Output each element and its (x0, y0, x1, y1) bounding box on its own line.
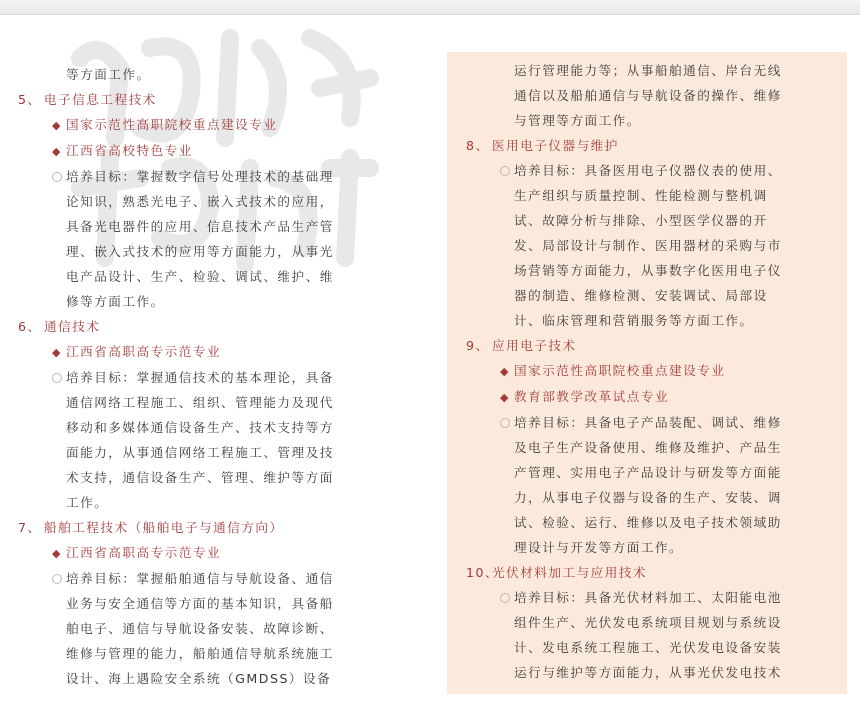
training-goal-line (18, 390, 368, 415)
training-goal-line (466, 460, 836, 485)
training-goal-text: 业务与安全通信等方面的基本知识，具备船 (66, 596, 334, 611)
program-tag (18, 112, 368, 138)
section-number: 8、 (466, 138, 490, 153)
training-goal-text: 移动和多媒体通信设备生产、技术支持等方 (66, 420, 334, 435)
training-goal-line (466, 485, 836, 510)
training-goal-text: 理、嵌入式技术的应用等方面能力，从事光 (66, 244, 334, 259)
left-column (18, 62, 368, 691)
training-goal-text: 理设计与开发等方面工作。 (514, 540, 684, 555)
section-title: 应用电子技术 (492, 338, 577, 353)
training-goal-line (18, 440, 368, 465)
ring-bullet-icon (52, 172, 62, 182)
section-heading (18, 515, 368, 540)
training-goal-line (466, 660, 836, 685)
training-goal-line (18, 289, 368, 314)
training-goal-line (466, 585, 836, 610)
program-tag-text: 国家示范性高职院校重点建设专业 (514, 363, 726, 378)
training-goal-text: 培养目标：掌握船舶通信与导航设备、通信 (66, 571, 334, 586)
training-goal-text: 培养目标：具备电子产品装配、调试、维修 (514, 415, 782, 430)
training-goal-text: 培养目标：掌握数字信号处理技术的基础理 (66, 169, 334, 184)
training-goal-line (466, 233, 836, 258)
diamond-bullet-icon: ◆ (52, 547, 62, 560)
training-goal-line (466, 283, 836, 308)
training-goal-line (18, 415, 368, 440)
training-goal-line (18, 616, 368, 641)
training-goal-text: 设计、海上遇险安全系统（GMDSS）设备 (66, 671, 332, 686)
section-number: 10、 (466, 565, 500, 580)
program-tag-text: 江西省高校特色专业 (66, 143, 193, 158)
ring-bullet-icon (500, 166, 510, 176)
training-goal-line (466, 610, 836, 635)
training-goal-text: 力，从事电子仪器与设备的生产、安装、调 (514, 490, 782, 505)
training-goal-line (466, 158, 836, 183)
ring-bullet-icon (500, 593, 510, 603)
training-goal-line (18, 189, 368, 214)
ring-bullet-icon (52, 574, 62, 584)
training-goal-text: 电产品设计、生产、检验、调试、维护、维 (66, 269, 334, 284)
training-goal-text: 试、故障分析与排除、小型医学仪器的开 (514, 213, 768, 228)
training-goal-line (18, 214, 368, 239)
program-tag-text: 江西省高职高专示范专业 (66, 344, 222, 359)
training-goal-line (466, 535, 836, 560)
ring-bullet-icon (52, 373, 62, 383)
training-goal-text: 论知识，熟悉光电子、嵌入式技术的应用， (66, 194, 334, 209)
program-tag (18, 138, 368, 164)
training-goal-text: 术支持，通信设备生产、管理、维护等方面 (66, 470, 334, 485)
training-goal-line (18, 239, 368, 264)
diamond-bullet-icon: ◆ (500, 391, 510, 404)
training-goal-text: 面能力，从事通信网络工程施工、管理及技 (66, 445, 334, 460)
training-goal-text: 及电子生产设备使用、维修及维护、产品生 (514, 440, 782, 455)
training-goal-text: 通信网络工程施工、组织、管理能力及现代 (66, 395, 334, 410)
continuation-line: 与管理等方面工作。 (514, 113, 641, 128)
section-title: 医用电子仪器与维护 (492, 138, 619, 153)
diamond-bullet-icon: ◆ (500, 365, 510, 378)
training-goal-text: 具备光电器件的应用、信息技术产品生产管 (66, 219, 334, 234)
section-heading (466, 133, 836, 158)
training-goal-text: 产管理、实用电子产品设计与研发等方面能 (514, 465, 782, 480)
continuation-line: 等方面工作。 (66, 67, 151, 82)
training-goal-line (18, 164, 368, 189)
training-goal-text: 修等方面工作。 (66, 294, 165, 309)
section-title: 船舶工程技术（船舶电子与通信方向） (44, 520, 284, 535)
section-heading (18, 314, 368, 339)
program-tag-text: 国家示范性高职院校重点建设专业 (66, 117, 278, 132)
training-goal-line (466, 410, 836, 435)
section-title: 电子信息工程技术 (44, 92, 157, 107)
program-tag (466, 384, 836, 410)
training-goal-text: 器的制造、维修检测、安装调试、局部设 (514, 288, 768, 303)
diamond-bullet-icon: ◆ (52, 119, 62, 132)
program-tag (466, 358, 836, 384)
training-goal-text: 培养目标：具备光伏材料加工、太阳能电池 (514, 590, 782, 605)
section-number: 6、 (18, 319, 42, 334)
training-goal-line (466, 183, 836, 208)
section-number: 7、 (18, 520, 42, 535)
training-goal-line (466, 258, 836, 283)
training-goal-line (18, 465, 368, 490)
training-goal-text: 发、局部设计与制作、医用器材的采购与市 (514, 238, 782, 253)
section-heading (466, 560, 836, 585)
training-goal-line (466, 208, 836, 233)
section-number: 5、 (18, 92, 42, 107)
training-goal-text: 场营销等方面能力，从事数字化医用电子仪 (514, 263, 782, 278)
training-goal-text: 培养目标：具备医用电子仪器仪表的使用、 (514, 163, 782, 178)
training-goal-text: 舶电子、通信与导航设备安装、故障诊断、 (66, 621, 334, 636)
training-goal-text: 工作。 (66, 495, 109, 510)
diamond-bullet-icon: ◆ (52, 346, 62, 359)
diamond-bullet-icon: ◆ (52, 145, 62, 158)
training-goal-line (18, 264, 368, 289)
training-goal-line (466, 308, 836, 333)
training-goal-line (466, 635, 836, 660)
section-title: 光伏材料加工与应用技术 (492, 565, 648, 580)
continuation-line: 通信以及船舶通信与导航设备的操作、维修 (514, 88, 782, 103)
training-goal-text: 组件生产、光伏发电系统项目规划与系统设 (514, 615, 782, 630)
training-goal-line (18, 641, 368, 666)
training-goal-line (18, 566, 368, 591)
program-tag (18, 540, 368, 566)
ring-bullet-icon (500, 418, 510, 428)
top-bar (0, 0, 860, 15)
training-goal-line (466, 435, 836, 460)
continuation-line: 运行管理能力等；从事船舶通信、岸台无线 (514, 63, 782, 78)
program-tag (18, 339, 368, 365)
training-goal-line (18, 591, 368, 616)
training-goal-text: 培养目标：掌握通信技术的基本理论，具备 (66, 370, 334, 385)
training-goal-line (18, 365, 368, 390)
section-title: 通信技术 (44, 319, 101, 334)
training-goal-line (466, 510, 836, 535)
training-goal-text: 试、检验、运行、维修以及电子技术领域助 (514, 515, 782, 530)
section-heading (466, 333, 836, 358)
section-heading (18, 87, 368, 112)
training-goal-line (18, 666, 368, 691)
training-goal-text: 生产组织与质量控制、性能检测与整机调 (514, 188, 768, 203)
program-tag-text: 江西省高职高专示范专业 (66, 545, 222, 560)
training-goal-text: 计、发电系统工程施工、光伏发电设备安装 (514, 640, 782, 655)
section-number: 9、 (466, 338, 490, 353)
program-tag-text: 教育部教学改革试点专业 (514, 389, 670, 404)
training-goal-text: 计、临床管理和营销服务等方面工作。 (514, 313, 754, 328)
right-column (466, 58, 836, 685)
training-goal-text: 运行与维护等方面能力，从事光伏发电技术 (514, 665, 782, 680)
training-goal-line (18, 490, 368, 515)
training-goal-text: 维修与管理的能力，船舶通信导航系统施工 (66, 646, 334, 661)
